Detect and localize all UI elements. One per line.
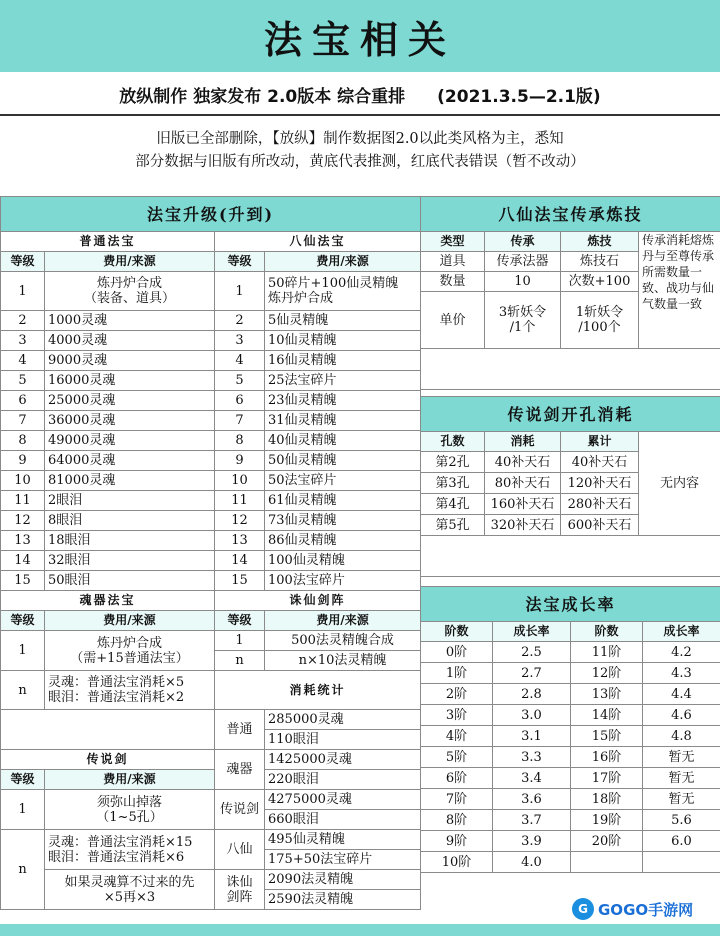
logo-icon: G — [572, 898, 594, 920]
table-row — [1, 631, 421, 651]
baxian-cost: 5仙灵精魄 — [265, 311, 421, 331]
col-cost: 费用/来源 — [265, 252, 421, 272]
zhuxian-level: 1 — [215, 631, 265, 651]
holes-cell: 第5孔 — [421, 515, 485, 536]
inherit-cell: 次数+100 — [561, 272, 639, 292]
table-row — [421, 747, 720, 768]
table-row — [1, 311, 421, 331]
zhuxian-cost: 500法灵精魄合成 — [265, 631, 421, 651]
table-row — [1, 431, 421, 451]
table-row — [1, 272, 421, 311]
normal-level: 7 — [1, 411, 45, 431]
footer-bar — [0, 924, 720, 936]
soul-title: 魂器法宝 — [1, 591, 215, 611]
table-row — [1, 671, 421, 710]
col-cost: 费用/来源 — [45, 252, 215, 272]
stats-category: 传说剑 — [215, 790, 265, 830]
baxian-level: 9 — [215, 451, 265, 471]
stats-value: 220眼泪 — [265, 770, 421, 790]
baxian-level: 11 — [215, 491, 265, 511]
holes-cell: 320补天石 — [485, 515, 561, 536]
inherit-title: 八仙法宝传承炼技 — [421, 197, 720, 232]
growth-cell: 暂无 — [643, 789, 720, 810]
holes-header: 孔数 — [421, 432, 485, 452]
growth-cell: 6.0 — [643, 831, 720, 852]
table-row — [421, 536, 720, 577]
table-row — [1, 591, 421, 611]
growth-title: 法宝成长率 — [421, 587, 720, 622]
baxian-cost: 50法宝碎片 — [265, 471, 421, 491]
table-row — [1, 790, 421, 810]
baxian-level: 5 — [215, 371, 265, 391]
table-row — [1, 571, 421, 591]
growth-cell: 10阶 — [421, 852, 493, 873]
normal-level: 11 — [1, 491, 45, 511]
normal-level: 6 — [1, 391, 45, 411]
growth-cell: 1阶 — [421, 663, 493, 684]
soul-cost: 炼丹炉合成 （需+15普通法宝） — [45, 631, 215, 671]
table-row — [1, 391, 421, 411]
baxian-level: 12 — [215, 511, 265, 531]
table-row — [1, 331, 421, 351]
inherit-note: 传承消耗熔炼丹与至尊传承所需数量一致、战功与仙气数量一致 — [639, 232, 720, 349]
table-row — [1, 770, 421, 790]
table-row — [1, 491, 421, 511]
growth-cell: 4.4 — [643, 684, 720, 705]
growth-cell: 14阶 — [571, 705, 643, 726]
normal-level: 4 — [1, 351, 45, 371]
col-level: 等级 — [1, 252, 45, 272]
baxian-cost: 23仙灵精魄 — [265, 391, 421, 411]
soul-cost: 灵魂：普通法宝消耗×5 眼泪：普通法宝消耗×2 — [45, 671, 215, 710]
legend-title: 传说剑 — [1, 750, 215, 770]
note-line-1: 旧版已全部删除，【放纵】制作数据图2.0以此类风格为主，悉知 — [156, 131, 564, 147]
growth-cell: 9阶 — [421, 831, 493, 852]
growth-cell: 7阶 — [421, 789, 493, 810]
col-level: 等级 — [1, 770, 45, 790]
normal-cost: 炼丹炉合成 （装备、道具） — [45, 272, 215, 311]
inherit-cell: 10 — [485, 272, 561, 292]
table-row — [1, 830, 421, 850]
stats-value: 660眼泪 — [265, 810, 421, 830]
inherit-cell: 数量 — [421, 272, 485, 292]
inherit-header: 传承 — [485, 232, 561, 252]
holes-note: 无内容 — [639, 432, 720, 536]
baxian-cost: 100法宝碎片 — [265, 571, 421, 591]
stats-value: 2090法灵精魄 — [265, 870, 421, 890]
normal-cost: 25000灵魂 — [45, 391, 215, 411]
normal-cost: 81000灵魂 — [45, 471, 215, 491]
table-row — [421, 349, 720, 390]
col-cost: 费用/来源 — [45, 770, 215, 790]
table-row — [1, 351, 421, 371]
table-row — [421, 831, 720, 852]
growth-cell: 2.8 — [493, 684, 571, 705]
baxian-level: 2 — [215, 311, 265, 331]
zhuxian-title: 诛仙剑阵 — [215, 591, 421, 611]
normal-cost: 16000灵魂 — [45, 371, 215, 391]
inherit-header: 类型 — [421, 232, 485, 252]
holes-header: 消耗 — [485, 432, 561, 452]
holes-header: 累计 — [561, 432, 639, 452]
legend-level: 1 — [1, 790, 45, 830]
baxian-cost: 31仙灵精魄 — [265, 411, 421, 431]
table-row — [421, 587, 720, 622]
version-text: (2021.3.5—2.1版) — [437, 86, 601, 107]
normal-level: 2 — [1, 311, 45, 331]
growth-cell: 5.6 — [643, 810, 720, 831]
baxian-cost: 10仙灵精魄 — [265, 331, 421, 351]
upgrade-table — [0, 196, 421, 910]
baxian-level: 14 — [215, 551, 265, 571]
stats-category: 诛仙 剑阵 — [215, 870, 265, 910]
stats-value: 285000灵魂 — [265, 710, 421, 730]
logo-text: GOGO手游网 — [598, 900, 694, 919]
inherit-cell: 1斩妖令 /100个 — [561, 292, 639, 349]
holes-cell: 第4孔 — [421, 494, 485, 515]
table-row — [1, 451, 421, 471]
inherit-cell: 炼技石 — [561, 252, 639, 272]
baxian-level: 8 — [215, 431, 265, 451]
table-row — [1, 551, 421, 571]
inherit-cell: 道具 — [421, 252, 485, 272]
baxian-level: 3 — [215, 331, 265, 351]
growth-cell: 3.7 — [493, 810, 571, 831]
growth-cell: 2.5 — [493, 642, 571, 663]
growth-cell: 4.3 — [643, 663, 720, 684]
holes-cell: 第3孔 — [421, 473, 485, 494]
table-row — [421, 397, 720, 432]
growth-cell: 3.9 — [493, 831, 571, 852]
growth-cell: 2阶 — [421, 684, 493, 705]
holes-cell: 40补天石 — [485, 452, 561, 473]
table-row — [1, 471, 421, 491]
growth-cell: 3阶 — [421, 705, 493, 726]
spacer-cell — [421, 536, 720, 577]
baxian-cost: 61仙灵精魄 — [265, 491, 421, 511]
note-line-2: 部分数据与旧版有所改动，黄底代表推测，红底代表错误（暂不改动） — [135, 154, 585, 170]
table-row — [421, 663, 720, 684]
holes-title: 传说剑开孔消耗 — [421, 397, 720, 432]
upgrade-title-row — [1, 197, 421, 232]
table-row — [421, 622, 720, 642]
normal-level: 10 — [1, 471, 45, 491]
normal-level: 3 — [1, 331, 45, 351]
baxian-cost: 40仙灵精魄 — [265, 431, 421, 451]
inherit-cell: 3斩妖令 /1个 — [485, 292, 561, 349]
table-row — [421, 642, 720, 663]
table-row — [1, 511, 421, 531]
growth-cell: 3.6 — [493, 789, 571, 810]
growth-cell: 2.7 — [493, 663, 571, 684]
holes-cell: 第2孔 — [421, 452, 485, 473]
table-row — [421, 432, 720, 452]
table-row — [1, 232, 421, 252]
soul-level: 1 — [1, 631, 45, 671]
normal-cost: 32眼泪 — [45, 551, 215, 571]
baxian-level: 7 — [215, 411, 265, 431]
growth-cell — [643, 852, 720, 873]
normal-cost: 50眼泪 — [45, 571, 215, 591]
growth-header: 成长率 — [493, 622, 571, 642]
holes-cell: 600补天石 — [561, 515, 639, 536]
normal-level: 15 — [1, 571, 45, 591]
table-row — [1, 611, 421, 631]
holes-cell: 280补天石 — [561, 494, 639, 515]
growth-cell: 15阶 — [571, 726, 643, 747]
normal-cost: 36000灵魂 — [45, 411, 215, 431]
growth-header: 成长率 — [643, 622, 720, 642]
baxian-cost: 50仙灵精魄 — [265, 451, 421, 471]
growth-cell: 13阶 — [571, 684, 643, 705]
stats-category: 魂器 — [215, 750, 265, 790]
legend-cost: 灵魂：普通法宝消耗×15 眼泪：普通法宝消耗×6 — [45, 830, 215, 870]
upgrade-title: 法宝升级(升到) — [1, 197, 421, 232]
col-level: 等级 — [215, 252, 265, 272]
stats-value: 1425000灵魂 — [265, 750, 421, 770]
normal-level: 12 — [1, 511, 45, 531]
growth-cell: 3.3 — [493, 747, 571, 768]
growth-cell: 8阶 — [421, 810, 493, 831]
baxian-level: 6 — [215, 391, 265, 411]
col-cost: 费用/来源 — [45, 611, 215, 631]
growth-cell: 4阶 — [421, 726, 493, 747]
baxian-level: 15 — [215, 571, 265, 591]
baxian-cost: 100仙灵精魄 — [265, 551, 421, 571]
holes-cell: 160补天石 — [485, 494, 561, 515]
credit-main: 放纵制作 独家发布 2.0版本 综合重排 — [119, 86, 406, 107]
inherit-cell: 单价 — [421, 292, 485, 349]
table-row — [421, 197, 720, 232]
holes-cell: 80补天石 — [485, 473, 561, 494]
growth-cell: 17阶 — [571, 768, 643, 789]
stats-category: 普通 — [215, 710, 265, 750]
normal-level: 13 — [1, 531, 45, 551]
holes-table — [420, 396, 720, 577]
baxian-level: 13 — [215, 531, 265, 551]
table-row — [1, 411, 421, 431]
growth-cell: 3.4 — [493, 768, 571, 789]
col-level: 等级 — [215, 611, 265, 631]
table-row — [1, 371, 421, 391]
notes — [0, 120, 720, 186]
table-row — [1, 870, 421, 890]
normal-cost: 64000灵魂 — [45, 451, 215, 471]
normal-title: 普通法宝 — [1, 232, 215, 252]
legend-note: 如果灵魂算不过来的先 ×5再×3 — [45, 870, 215, 910]
normal-cost: 49000灵魂 — [45, 431, 215, 451]
holes-cell: 40补天石 — [561, 452, 639, 473]
inherit-table — [420, 196, 720, 390]
inherit-cell: 传承法器 — [485, 252, 561, 272]
table-row — [421, 726, 720, 747]
legend-cost: 须弥山掉落 （1~5孔） — [45, 790, 215, 830]
col-cost: 费用/来源 — [265, 611, 421, 631]
growth-header: 阶数 — [421, 622, 493, 642]
normal-cost: 9000灵魂 — [45, 351, 215, 371]
table-row — [421, 684, 720, 705]
spacer-cell — [421, 349, 720, 390]
growth-cell: 5阶 — [421, 747, 493, 768]
growth-table — [420, 586, 720, 873]
table-row — [1, 710, 421, 730]
stats-category: 八仙 — [215, 830, 265, 870]
normal-level: 9 — [1, 451, 45, 471]
page-title: 法宝相关 — [0, 0, 720, 72]
normal-level: 1 — [1, 272, 45, 311]
growth-cell: 19阶 — [571, 810, 643, 831]
growth-cell: 3.1 — [493, 726, 571, 747]
normal-level: 14 — [1, 551, 45, 571]
normal-level: 5 — [1, 371, 45, 391]
normal-cost: 18眼泪 — [45, 531, 215, 551]
normal-cost: 1000灵魂 — [45, 311, 215, 331]
growth-cell: 11阶 — [571, 642, 643, 663]
table-row — [421, 768, 720, 789]
stats-title: 消耗统计 — [215, 671, 421, 710]
baxian-cost: 16仙灵精魄 — [265, 351, 421, 371]
table-row — [421, 705, 720, 726]
legend-level: n — [1, 830, 45, 910]
site-logo[interactable] — [572, 898, 693, 920]
stats-value: 110眼泪 — [265, 730, 421, 750]
normal-level: 8 — [1, 431, 45, 451]
soul-level: n — [1, 671, 45, 710]
zhuxian-cost: n×10法灵精魄 — [265, 651, 421, 671]
growth-cell: 18阶 — [571, 789, 643, 810]
baxian-level: 1 — [215, 272, 265, 311]
normal-cost: 8眼泪 — [45, 511, 215, 531]
baxian-cost: 25法宝碎片 — [265, 371, 421, 391]
stats-value: 175+50法宝碎片 — [265, 850, 421, 870]
table-row — [421, 810, 720, 831]
baxian-cost: 50碎片+100仙灵精魄 炼丹炉合成 — [265, 272, 421, 311]
table-row — [1, 252, 421, 272]
baxian-level: 4 — [215, 351, 265, 371]
inherit-header: 炼技 — [561, 232, 639, 252]
growth-cell: 20阶 — [571, 831, 643, 852]
table-row — [1, 750, 421, 770]
table-row — [421, 232, 720, 252]
growth-cell: 4.6 — [643, 705, 720, 726]
growth-cell: 暂无 — [643, 747, 720, 768]
growth-cell: 4.2 — [643, 642, 720, 663]
stats-value: 2590法灵精魄 — [265, 890, 421, 910]
growth-cell: 4.0 — [493, 852, 571, 873]
spacer-cell — [1, 710, 215, 750]
normal-cost: 4000灵魂 — [45, 331, 215, 351]
growth-cell: 12阶 — [571, 663, 643, 684]
growth-cell: 6阶 — [421, 768, 493, 789]
normal-cost: 2眼泪 — [45, 491, 215, 511]
baxian-cost: 86仙灵精魄 — [265, 531, 421, 551]
stats-value: 495仙灵精魄 — [265, 830, 421, 850]
holes-cell: 120补天石 — [561, 473, 639, 494]
zhuxian-level: n — [215, 651, 265, 671]
stats-value: 4275000灵魂 — [265, 790, 421, 810]
growth-cell — [571, 852, 643, 873]
baxian-cost: 73仙灵精魄 — [265, 511, 421, 531]
table-row — [421, 852, 720, 873]
table-row — [421, 789, 720, 810]
growth-cell: 4.8 — [643, 726, 720, 747]
baxian-title: 八仙法宝 — [215, 232, 421, 252]
table-row — [1, 531, 421, 551]
growth-cell: 0阶 — [421, 642, 493, 663]
baxian-level: 10 — [215, 471, 265, 491]
credit-line — [0, 74, 720, 116]
growth-cell: 16阶 — [571, 747, 643, 768]
growth-cell: 3.0 — [493, 705, 571, 726]
growth-cell: 暂无 — [643, 768, 720, 789]
col-level: 等级 — [1, 611, 45, 631]
growth-header: 阶数 — [571, 622, 643, 642]
